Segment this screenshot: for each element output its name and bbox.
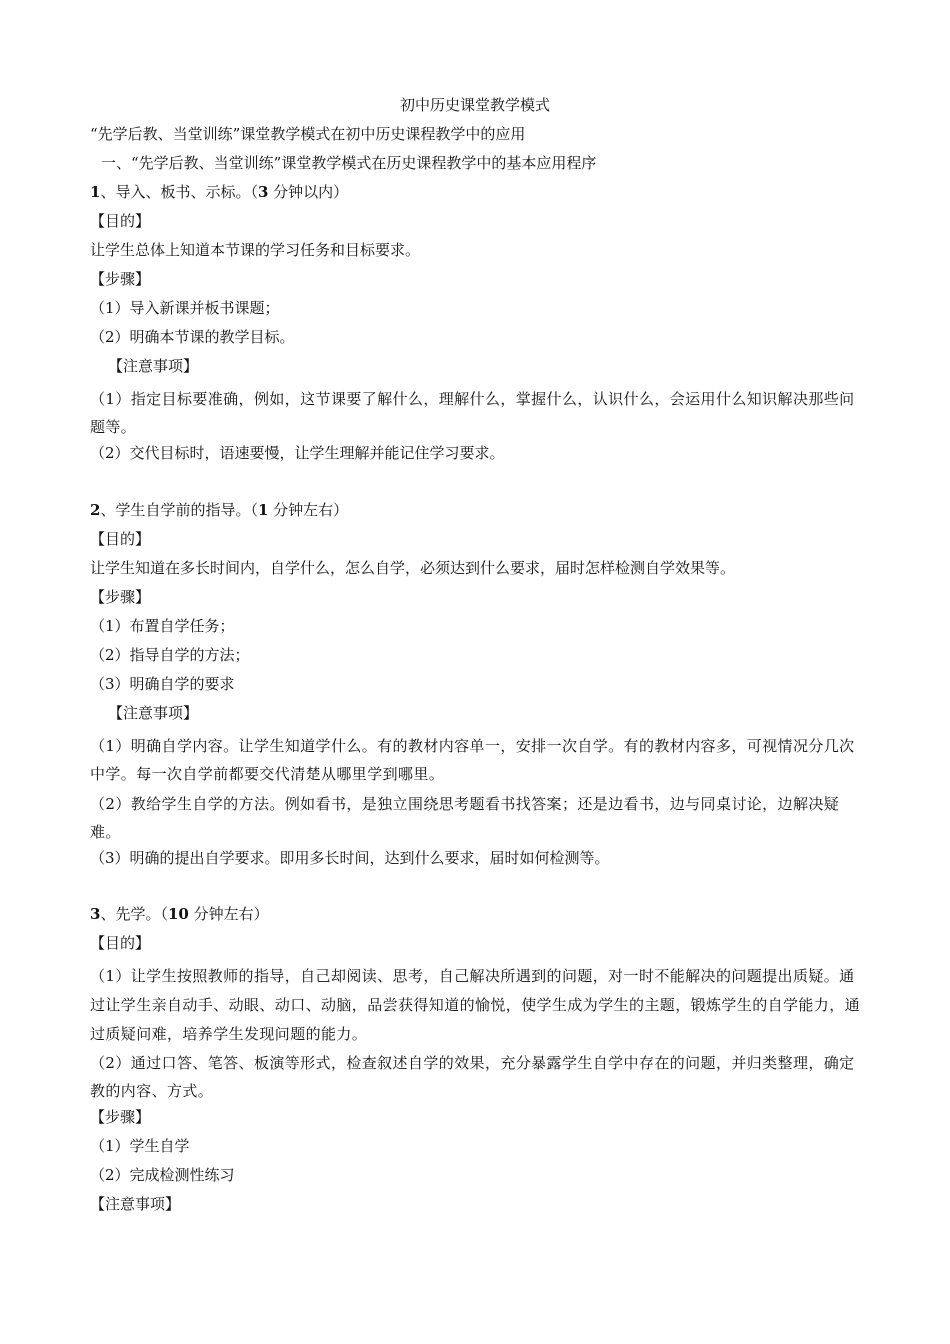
section1-notes-label: 【注意事项】: [108, 357, 199, 375]
section2-purpose: 让学生知道在多长时间内，自学什么，怎么自学，必须达到什么要求，届时怎样检测自学效果等。: [90, 559, 736, 577]
section1-number: 1: [90, 183, 101, 201]
section3-step2: （2）完成检测性练习: [90, 1166, 235, 1184]
section2-note1: （1）明确自学内容。让学生知道学什么。有的教材内容单一，安排一次自学。有的教材内容多，可视情况分几次中学。每一次自学前都要交代清楚从哪里学到哪里。: [90, 737, 855, 783]
section3-number: 3: [90, 905, 101, 923]
section1-purpose-label: 【目的】: [90, 212, 151, 230]
section1-step2: （2）明确本节课的教学目标。: [90, 328, 295, 346]
section2-notes-label: 【注意事项】: [108, 704, 199, 722]
section3-purpose1: （1）让学生按照教师的指导，自己却阅读、思考，自己解决所遇到的问题，对一时不能解决的问题提出质疑。通过让学生亲自动手、动眼、动口、动脑，品尝获得知道的愉悦，使学生成为学生的主题，锻炼学生的自学能力，通过质疑问难，培养学生发现问题的能力。: [90, 967, 861, 1043]
part1-heading: 一、“先学后教、当堂训练”课堂教学模式在历史课程教学中的基本应用程序: [101, 154, 597, 172]
section1-note1: （1）指定目标要准确，例如，这节课要了解什么，理解什么，掌握什么，认识什么，会运用什么知识解决那些问题等。: [90, 390, 855, 436]
section2-time-text: 分钟左右）: [268, 501, 349, 519]
section1-step1: （1）导入新课并板书课题；: [90, 299, 280, 317]
section1-time-text: 分钟以内）: [268, 183, 349, 201]
section3-heading: [90, 904, 269, 924]
section1-purpose: 让学生总体上知道本节课的学习任务和目标要求。: [90, 241, 421, 259]
section2-step2: （2）指导自学的方法；: [90, 646, 250, 664]
section2-steps-label: 【步骤】: [90, 588, 151, 606]
document-subtitle: “先学后教、当堂训练”课堂教学模式在初中历史课程教学中的应用: [90, 125, 526, 143]
page-title: 初中历史课堂教学模式: [399, 96, 550, 114]
section2-step1: （1）布置自学任务；: [90, 617, 235, 635]
section2-purpose-label: 【目的】: [90, 530, 151, 548]
section3-purpose-label: 【目的】: [90, 934, 151, 952]
section3-step1: （1）学生自学: [90, 1137, 190, 1155]
section2-number: 2: [90, 501, 101, 519]
section1-time-number: 3: [257, 183, 269, 201]
section1-heading-text: 、导入、板书、示标。（: [100, 183, 258, 201]
section2-note2: （2）教给学生自学的方法。例如看书，是独立围绕思考题看书找答案；还是边看书，边与同桌讨论，边解决疑难。: [90, 795, 840, 841]
section3-steps-label: 【步骤】: [90, 1108, 151, 1126]
section2-heading: [90, 500, 348, 520]
section3-purpose2: （2）通过口答、笔答、板演等形式，检查叙述自学的效果，充分暴露学生自学中存在的问题，并归类整理，确定教的内容、方式。: [90, 1054, 855, 1100]
section3-time-text: 分钟左右）: [188, 905, 269, 923]
section1-steps-label: 【步骤】: [90, 270, 151, 288]
section3-notes-label: 【注意事项】: [90, 1195, 181, 1213]
section2-time-number: 1: [257, 501, 269, 519]
section3-time-number: 10: [167, 905, 189, 923]
section1-heading: [90, 182, 348, 202]
section1-note2: （2）交代目标时，语速要慢，让学生理解并能记住学习要求。: [90, 444, 505, 462]
section2-note3: （3）明确的提出自学要求。即用多长时间，达到什么要求，届时如何检测等。: [90, 849, 610, 867]
section2-step3: （3）明确自学的要求: [90, 675, 235, 693]
section2-heading-text: 、学生自学前的指导。（: [100, 501, 258, 519]
section3-heading-text: 、先学。（: [100, 905, 168, 923]
